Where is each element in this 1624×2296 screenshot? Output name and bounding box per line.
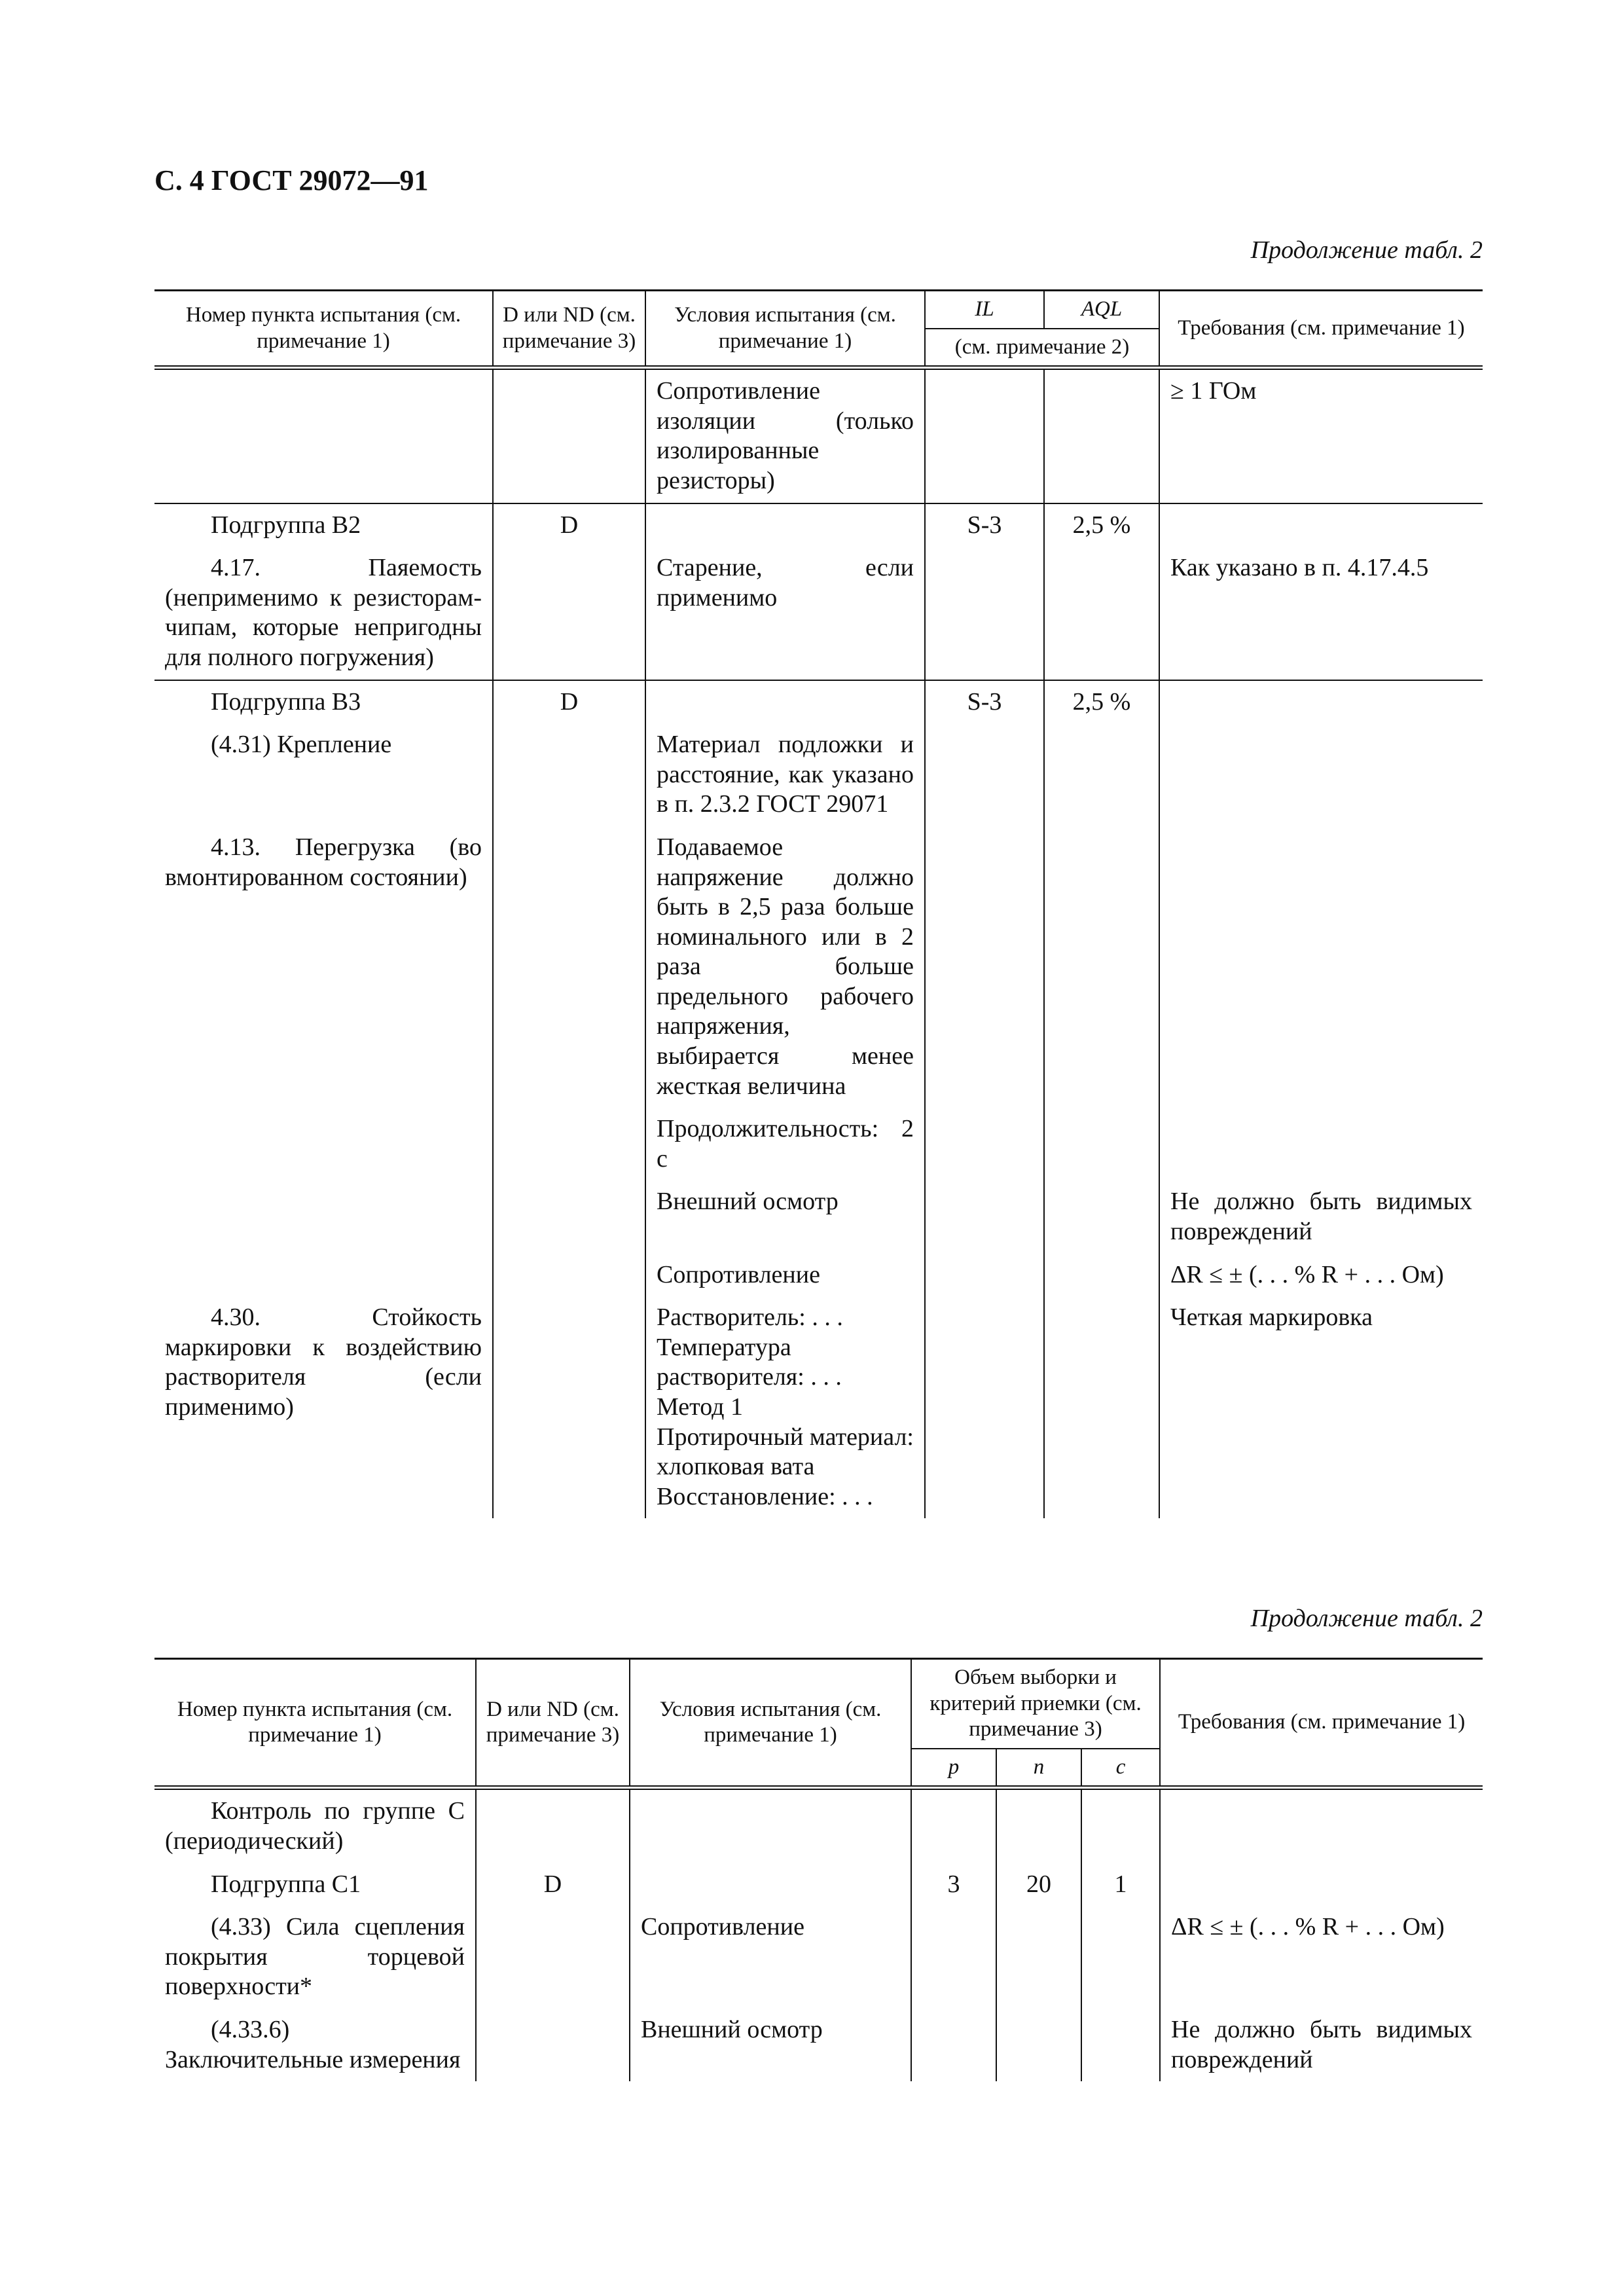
p-cell: 3 [911, 1863, 996, 1906]
requirement-cell: Как указано в п. 4.17.4.5 [1159, 547, 1483, 680]
requirement-cell: Четкая маркировка [1159, 1296, 1483, 1518]
table-row [154, 547, 1483, 680]
requirement-cell: ΔR ≤ ± (. . . % R + . . . Ом) [1160, 1906, 1483, 2009]
d-nd-cell: D [493, 503, 645, 547]
il-cell: S-3 [925, 680, 1044, 724]
item-cell: 4.30. Стойкость маркировки к воздействию растворителя (если применимо) [165, 1303, 482, 1421]
header-c: c [1081, 1749, 1160, 1788]
condition-cell: Сопротивление изоляции (только изолированные резисторы) [645, 368, 925, 503]
test-table-1 [154, 289, 1483, 1518]
test-table-2 [154, 1658, 1483, 2081]
condition-line: Температура растворителя: . . . [657, 1333, 842, 1391]
header-il-aql-note: (см. примечание 2) [925, 329, 1159, 368]
table-row [154, 503, 1483, 547]
requirement-cell: ΔR ≤ ± (. . . % R + . . . Ом) [1159, 1254, 1483, 1297]
header-conditions: Условия испытания (см. примечание 1) [645, 291, 925, 368]
condition-cell: Сопротивление [630, 1906, 911, 2009]
header-d-nd: D или ND (см. примечание 3) [493, 291, 645, 368]
header-n: n [996, 1749, 1081, 1788]
subgroup-label: Подгруппа B2 [211, 511, 361, 539]
item-cell: (4.33) Сила сцепления покрытия торцевой поверхности* [165, 1913, 465, 2001]
header-il: IL [925, 291, 1044, 329]
table-row [154, 2009, 1483, 2081]
condition-line: Метод 1 [657, 1393, 743, 1421]
aql-cell: 2,5 % [1044, 680, 1159, 724]
table-row [154, 680, 1483, 724]
header-requirements: Требования (см. примечание 1) [1159, 291, 1483, 368]
d-nd-cell: D [493, 680, 645, 724]
condition-cell: Подаваемое напряжение должно быть в 2,5 раза больше номинального или в 2 раза больше предельного рабочего напряжения, выбирается менее жесткая величина [645, 826, 925, 1108]
condition-cell [645, 1296, 925, 1518]
table-row [154, 1180, 1483, 1253]
n-cell: 20 [996, 1863, 1081, 1906]
header-requirements: Требования (см. примечание 1) [1160, 1659, 1483, 1788]
table-row [154, 1296, 1483, 1518]
condition-cell: Внешний осмотр [645, 1180, 925, 1253]
item-cell: (4.33.6) Заключительные измерения [165, 2015, 461, 2073]
table-continuation-label: Продолжение табл. 2 [1250, 236, 1483, 264]
table-header [154, 1659, 1483, 1788]
c-cell: 1 [1081, 1863, 1160, 1906]
condition-line: Протирочный материал: хлопковая вата [657, 1423, 914, 1481]
subgroup-label: Подгруппа C1 [211, 1870, 361, 1898]
subgroup-label: Подгруппа B3 [211, 687, 361, 716]
condition-line: Растворитель: . . . [657, 1303, 843, 1332]
d-nd-cell: D [476, 1863, 630, 1906]
condition-cell: Продолжительность: 2 с [645, 1108, 925, 1180]
condition-cell: Внешний осмотр [630, 2009, 911, 2081]
header-conditions: Условия испытания (см. примечание 1) [630, 1659, 911, 1788]
condition-line: Восстановление: . . . [657, 1482, 873, 1510]
header-aql: AQL [1044, 291, 1159, 329]
header-p: p [911, 1749, 996, 1788]
table-row [154, 1108, 1483, 1180]
condition-cell: Сопротивление [645, 1254, 925, 1297]
requirement-cell: ≥ 1 ГОм [1159, 368, 1483, 503]
group-label: Контроль по группе С (периодический) [165, 1797, 465, 1855]
requirement-cell: Не должно быть видимых повреждений [1159, 1180, 1483, 1253]
table-row [154, 1863, 1483, 1906]
table-header [154, 291, 1483, 368]
table-row [154, 1254, 1483, 1297]
item-cell: 4.17. Паяемость (неприменимо к резисторам-чипам, которые непригодны для полного погружения) [165, 554, 482, 671]
table-row [154, 368, 1483, 503]
header-item: Номер пункта испытания (см. примечание 1) [154, 291, 493, 368]
condition-cell: Материал подложки и расстояние, как указано в п. 2.3.2 ГОСТ 29071 [645, 723, 925, 826]
table-row [154, 723, 1483, 826]
aql-cell: 2,5 % [1044, 503, 1159, 547]
table-row [154, 826, 1483, 1108]
header-d-nd: D или ND (см. примечание 3) [476, 1659, 630, 1788]
requirement-cell: Не должно быть видимых повреждений [1160, 2009, 1483, 2081]
table-row [154, 1906, 1483, 2009]
item-cell: 4.13. Перегрузка (во вмонтированном состоянии) [165, 833, 482, 891]
header-item: Номер пункта испытания (см. примечание 1) [154, 1659, 476, 1788]
page-header: С. 4 ГОСТ 29072—91 [154, 164, 429, 196]
condition-cell: Старение, если применимо [645, 547, 925, 680]
header-sample-size: Объем выборки и критерий приемки (см. примечание 3) [911, 1659, 1160, 1749]
il-cell: S-3 [925, 503, 1044, 547]
table-continuation-label: Продолжение табл. 2 [1250, 1605, 1483, 1632]
table-row [154, 1788, 1483, 1863]
item-cell: (4.31) Крепление [211, 731, 392, 759]
